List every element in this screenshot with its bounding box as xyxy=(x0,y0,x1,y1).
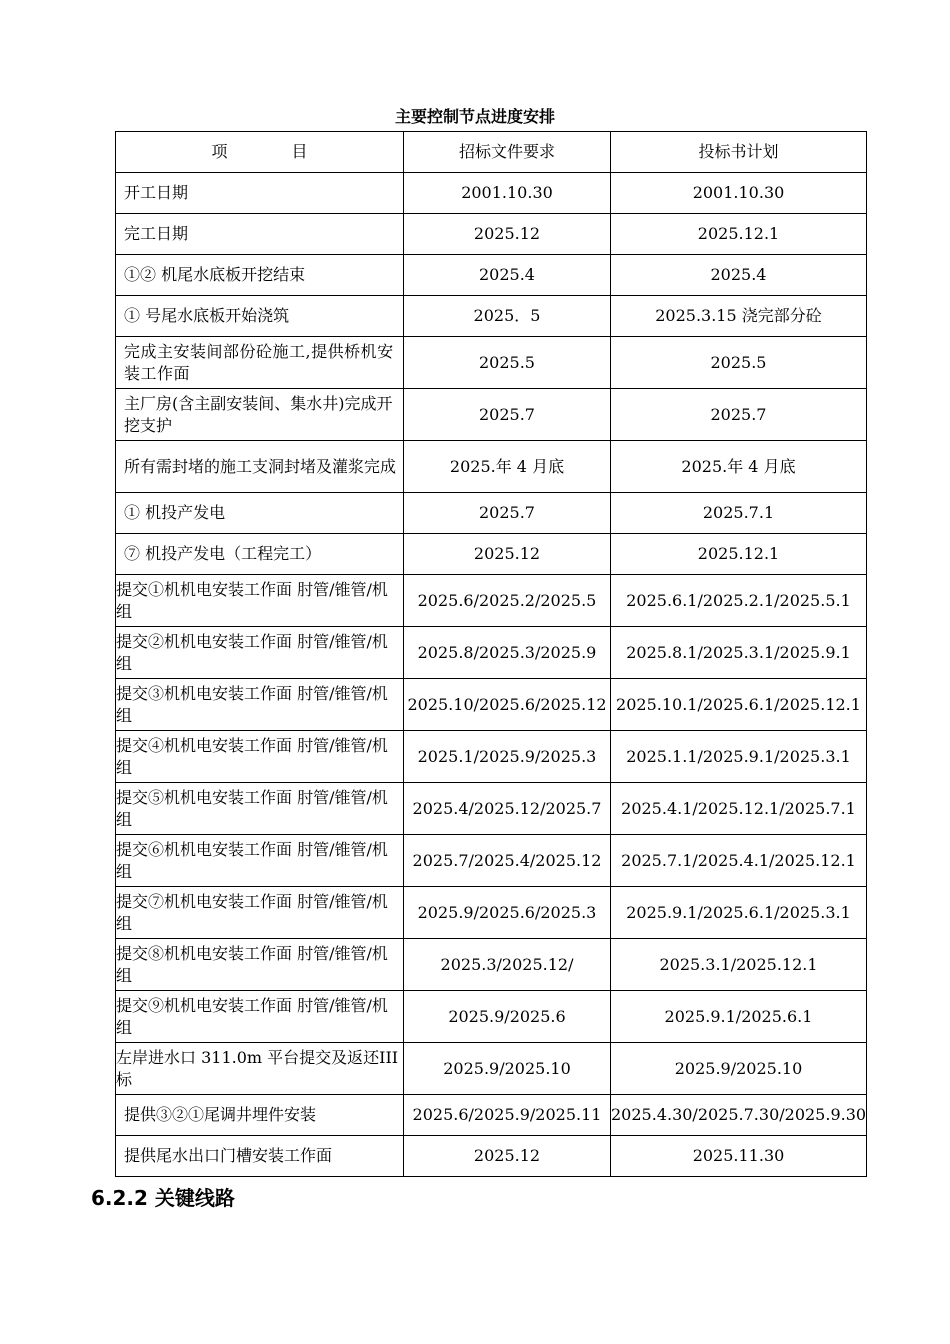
item-cell: 提交④机机电安装工作面 肘管/锥管/机组 xyxy=(116,731,404,783)
table-row xyxy=(116,575,867,627)
bid-cell: 2025.6.1/2025.2.1/2025.5.1 xyxy=(611,575,867,627)
tender-cell: 2025.9/2025.10 xyxy=(404,1043,611,1095)
bid-cell: 2025.8.1/2025.3.1/2025.9.1 xyxy=(611,627,867,679)
tender-cell: 2001.10.30 xyxy=(404,173,611,214)
table-row xyxy=(116,835,867,887)
table-row xyxy=(116,1136,867,1177)
tender-cell: 2025.12 xyxy=(404,214,611,255)
table-row xyxy=(116,534,867,575)
item-cell: 完工日期 xyxy=(116,214,404,255)
table-row xyxy=(116,1043,867,1095)
item-cell: 提交⑥机机电安装工作面 肘管/锥管/机组 xyxy=(116,835,404,887)
table-row xyxy=(116,991,867,1043)
item-cell: 开工日期 xyxy=(116,173,404,214)
bid-cell: 2025.4 xyxy=(611,255,867,296)
bid-cell: 2025.5 xyxy=(611,337,867,389)
item-cell: 左岸进水口 311.0m 平台提交及返还III标 xyxy=(116,1043,404,1095)
table-row xyxy=(116,1095,867,1136)
item-cell: 提交⑨机机电安装工作面 肘管/锥管/机组 xyxy=(116,991,404,1043)
table-row xyxy=(116,255,867,296)
table-row xyxy=(116,679,867,731)
tender-cell: 2025.4 xyxy=(404,255,611,296)
table-row xyxy=(116,441,867,493)
table-title: 主要控制节点进度安排 xyxy=(394,107,555,126)
item-cell: ① 号尾水底板开始浇筑 xyxy=(116,296,404,337)
bid-cell: 2025.9.1/2025.6.1/2025.3.1 xyxy=(611,887,867,939)
bid-cell: 2025.3.1/2025.12.1 xyxy=(611,939,867,991)
tender-cell: 2025.10/2025.6/2025.12 xyxy=(404,679,611,731)
bid-cell: 2025.12.1 xyxy=(611,214,867,255)
item-cell: 提供③②①尾调井埋件安装 xyxy=(116,1095,404,1136)
tender-cell: 2025.5 xyxy=(404,337,611,389)
table-row xyxy=(116,783,867,835)
tender-cell: 2025.年 4 月底 xyxy=(404,441,611,493)
bid-cell: 2025.7 xyxy=(611,389,867,441)
item-cell: 提交①机机电安装工作面 肘管/锥管/机组 xyxy=(116,575,404,627)
table-row xyxy=(116,214,867,255)
bid-cell: 2025.10.1/2025.6.1/2025.12.1 xyxy=(611,679,867,731)
bid-cell: 2025.9/2025.10 xyxy=(611,1043,867,1095)
table-row xyxy=(116,337,867,389)
header-bid: 投标书计划 xyxy=(611,132,867,173)
item-cell: ⑦ 机投产发电（工程完工） xyxy=(116,534,404,575)
table-row xyxy=(116,939,867,991)
item-cell: 所有需封堵的施工支洞封堵及灌浆完成 xyxy=(116,441,404,493)
tender-cell: 2025.12 xyxy=(404,534,611,575)
tender-cell: 2025.7/2025.4/2025.12 xyxy=(404,835,611,887)
tender-cell: 2025.9/2025.6/2025.3 xyxy=(404,887,611,939)
item-cell: 提交③机机电安装工作面 肘管/锥管/机组 xyxy=(116,679,404,731)
tender-cell: 2025.12 xyxy=(404,1136,611,1177)
tender-cell: 2025.7 xyxy=(404,493,611,534)
tender-cell: 2025．5 xyxy=(404,296,611,337)
table-row xyxy=(116,296,867,337)
bid-cell: 2025.年 4 月底 xyxy=(611,441,867,493)
header-item: 项 目 xyxy=(116,132,404,173)
bid-cell: 2025.4.1/2025.12.1/2025.7.1 xyxy=(611,783,867,835)
header-tender: 招标文件要求 xyxy=(404,132,611,173)
item-cell: 提供尾水出口门槽安装工作面 xyxy=(116,1136,404,1177)
tender-cell: 2025.6/2025.9/2025.11 xyxy=(404,1095,611,1136)
bid-cell: 2025.11.30 xyxy=(611,1136,867,1177)
bid-cell: 2025.1.1/2025.9.1/2025.3.1 xyxy=(611,731,867,783)
tender-cell: 2025.1/2025.9/2025.3 xyxy=(404,731,611,783)
item-cell: 提交⑧机机电安装工作面 肘管/锥管/机组 xyxy=(116,939,404,991)
tender-cell: 2025.7 xyxy=(404,389,611,441)
header-row xyxy=(116,132,867,173)
schedule-table xyxy=(115,131,867,1177)
table-row xyxy=(116,389,867,441)
bid-cell: 2025.7.1/2025.4.1/2025.12.1 xyxy=(611,835,867,887)
border-gap xyxy=(676,1088,838,1091)
tender-cell: 2025.3/2025.12/ xyxy=(404,939,611,991)
item-cell: 提交②机机电安装工作面 肘管/锥管/机组 xyxy=(116,627,404,679)
table-row xyxy=(116,887,867,939)
item-cell: 主厂房(含主副安装间、集水井)完成开挖支护 xyxy=(116,389,404,441)
bid-cell: 2025.4.30/2025.7.30/2025.9.30 xyxy=(611,1095,867,1136)
item-cell: 提交⑤机机电安装工作面 肘管/锥管/机组 xyxy=(116,783,404,835)
bid-cell: 2025.12.1 xyxy=(611,534,867,575)
tender-cell: 2025.4/2025.12/2025.7 xyxy=(404,783,611,835)
item-cell: ①② 机尾水底板开挖结束 xyxy=(116,255,404,296)
item-cell: ① 机投产发电 xyxy=(116,493,404,534)
tender-cell: 2025.8/2025.3/2025.9 xyxy=(404,627,611,679)
table-row xyxy=(116,627,867,679)
table-row xyxy=(116,731,867,783)
section-heading: 6.2.2 关键线路 xyxy=(91,1186,235,1210)
item-cell: 完成主安装间部份砼施工,提供桥机安装工作面 xyxy=(116,337,404,389)
tender-cell: 2025.6/2025.2/2025.5 xyxy=(404,575,611,627)
table-row xyxy=(116,493,867,534)
tender-cell: 2025.9/2025.6 xyxy=(404,991,611,1043)
bid-cell: 2025.7.1 xyxy=(611,493,867,534)
table-row xyxy=(116,173,867,214)
item-cell: 提交⑦机机电安装工作面 肘管/锥管/机组 xyxy=(116,887,404,939)
bid-cell: 2001.10.30 xyxy=(611,173,867,214)
bid-cell: 2025.9.1/2025.6.1 xyxy=(611,991,867,1043)
bid-cell: 2025.3.15 浇完部分砼 xyxy=(611,296,867,337)
